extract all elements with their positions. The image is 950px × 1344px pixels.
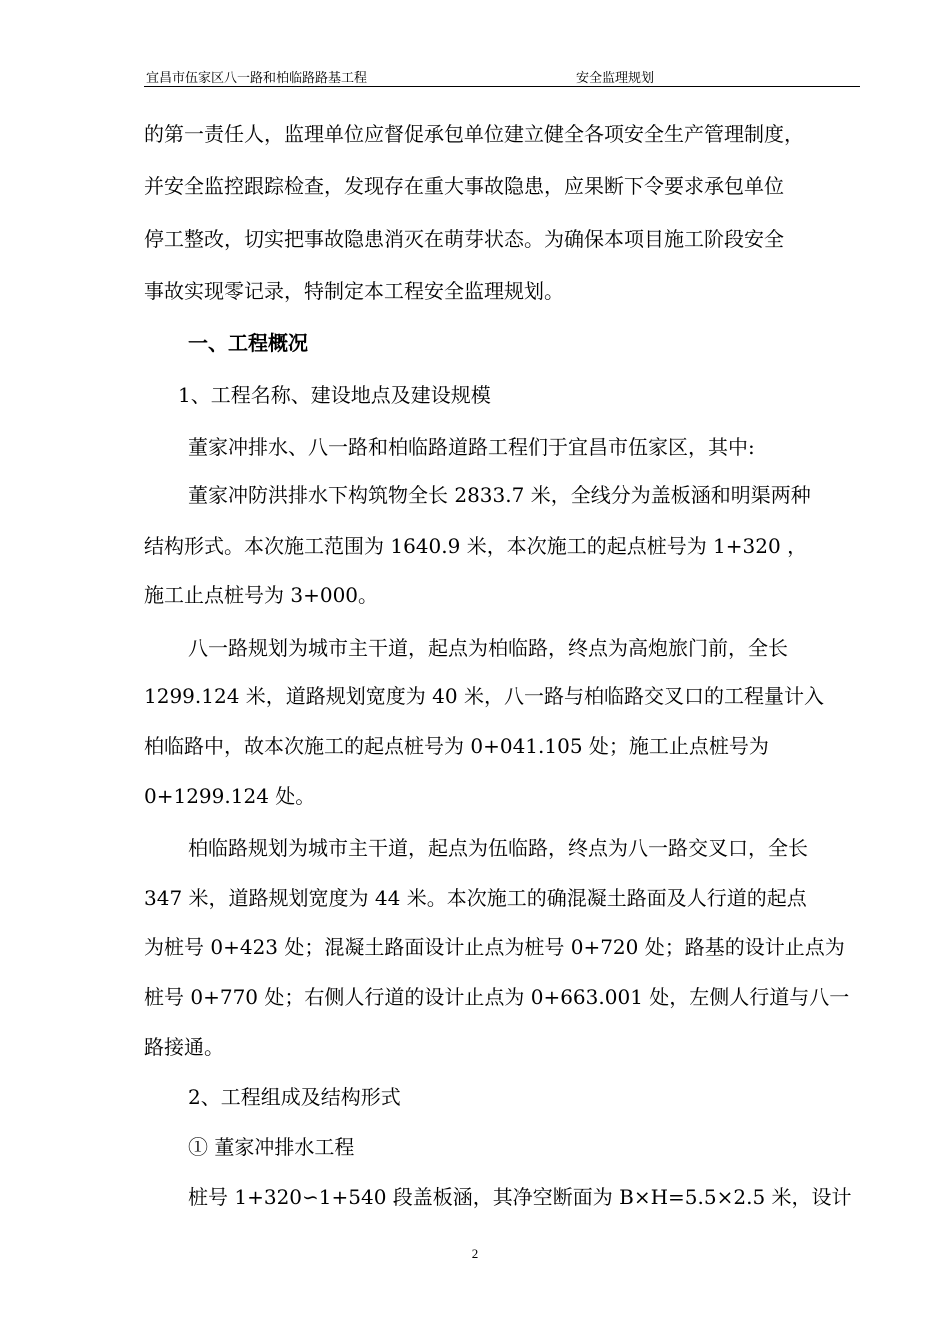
subsection-heading: 2、工程组成及结构形式: [188, 1085, 401, 1109]
text-line: 结构形式。本次施工范围为 1640.9 米，本次施工的起点桩号为 1+320 ，: [144, 534, 808, 558]
subsection-heading: 1、工程名称、建设地点及建设规模: [178, 383, 491, 407]
text-line: 柏临路规划为城市主干道，起点为伍临路，终点为八一路交叉口，全长: [188, 836, 808, 860]
text-line: 1299.124 米，道路规划宽度为 40 米，八一路与柏临路交叉口的工程量计入: [144, 684, 824, 708]
page-number: 2: [471, 1246, 479, 1261]
text-line: 桩号 0+770 处；右侧人行道的设计止点为 0+663.001 处，左侧人行道与八一: [144, 985, 850, 1009]
header-rule: [144, 86, 860, 87]
text-line: 柏临路中，故本次施工的起点桩号为 0+041.105 处；施工止点桩号为: [144, 734, 769, 758]
text-line: 的第一责任人，监理单位应督促承包单位建立健全各项安全生产管理制度，: [144, 122, 804, 146]
text-line: 为桩号 0+423 处；混凝土路面设计止点为桩号 0+720 处；路基的设计止点为: [144, 935, 845, 959]
text-line: 路接通。: [144, 1035, 224, 1059]
text-line: 停工整改，切实把事故隐患消灭在萌芽状态。为确保本项目施工阶段安全: [144, 227, 784, 251]
text-line: 0+1299.124 处。: [144, 784, 316, 808]
text-line: 347 米，道路规划宽度为 44 米。本次施工的确混凝土路面及人行道的起点: [144, 886, 807, 910]
text-line: 八一路规划为城市主干道，起点为柏临路，终点为高炮旅门前，全长: [188, 636, 788, 660]
text-line: 董家冲排水、八一路和柏临路道路工程们于宜昌市伍家区，其中:: [188, 435, 755, 459]
section-heading: 一、工程概况: [188, 331, 308, 355]
text-line: 并安全监控跟踪检查，发现存在重大事故隐患，应果断下令要求承包单位: [144, 174, 784, 198]
text-line: 事故实现零记录，特制定本工程安全监理规划。: [144, 279, 564, 303]
item-heading: ① 董家冲排水工程: [188, 1135, 355, 1159]
page-header: [144, 66, 860, 86]
text-line: 桩号 1+320∽1+540 段盖板涵，其净空断面为 B×H=5.5×2.5 米，设计: [188, 1185, 852, 1209]
text-line: 董家冲防洪排水下构筑物全长 2833.7 米，全线分为盖板涵和明渠两种: [188, 483, 811, 507]
header-project-title: 宜昌市伍家区八一路和柏临路路基工程: [146, 70, 368, 85]
text-line: 施工止点桩号为 3+000。: [144, 583, 379, 607]
header-document-title: 安全监理规划: [576, 70, 655, 85]
